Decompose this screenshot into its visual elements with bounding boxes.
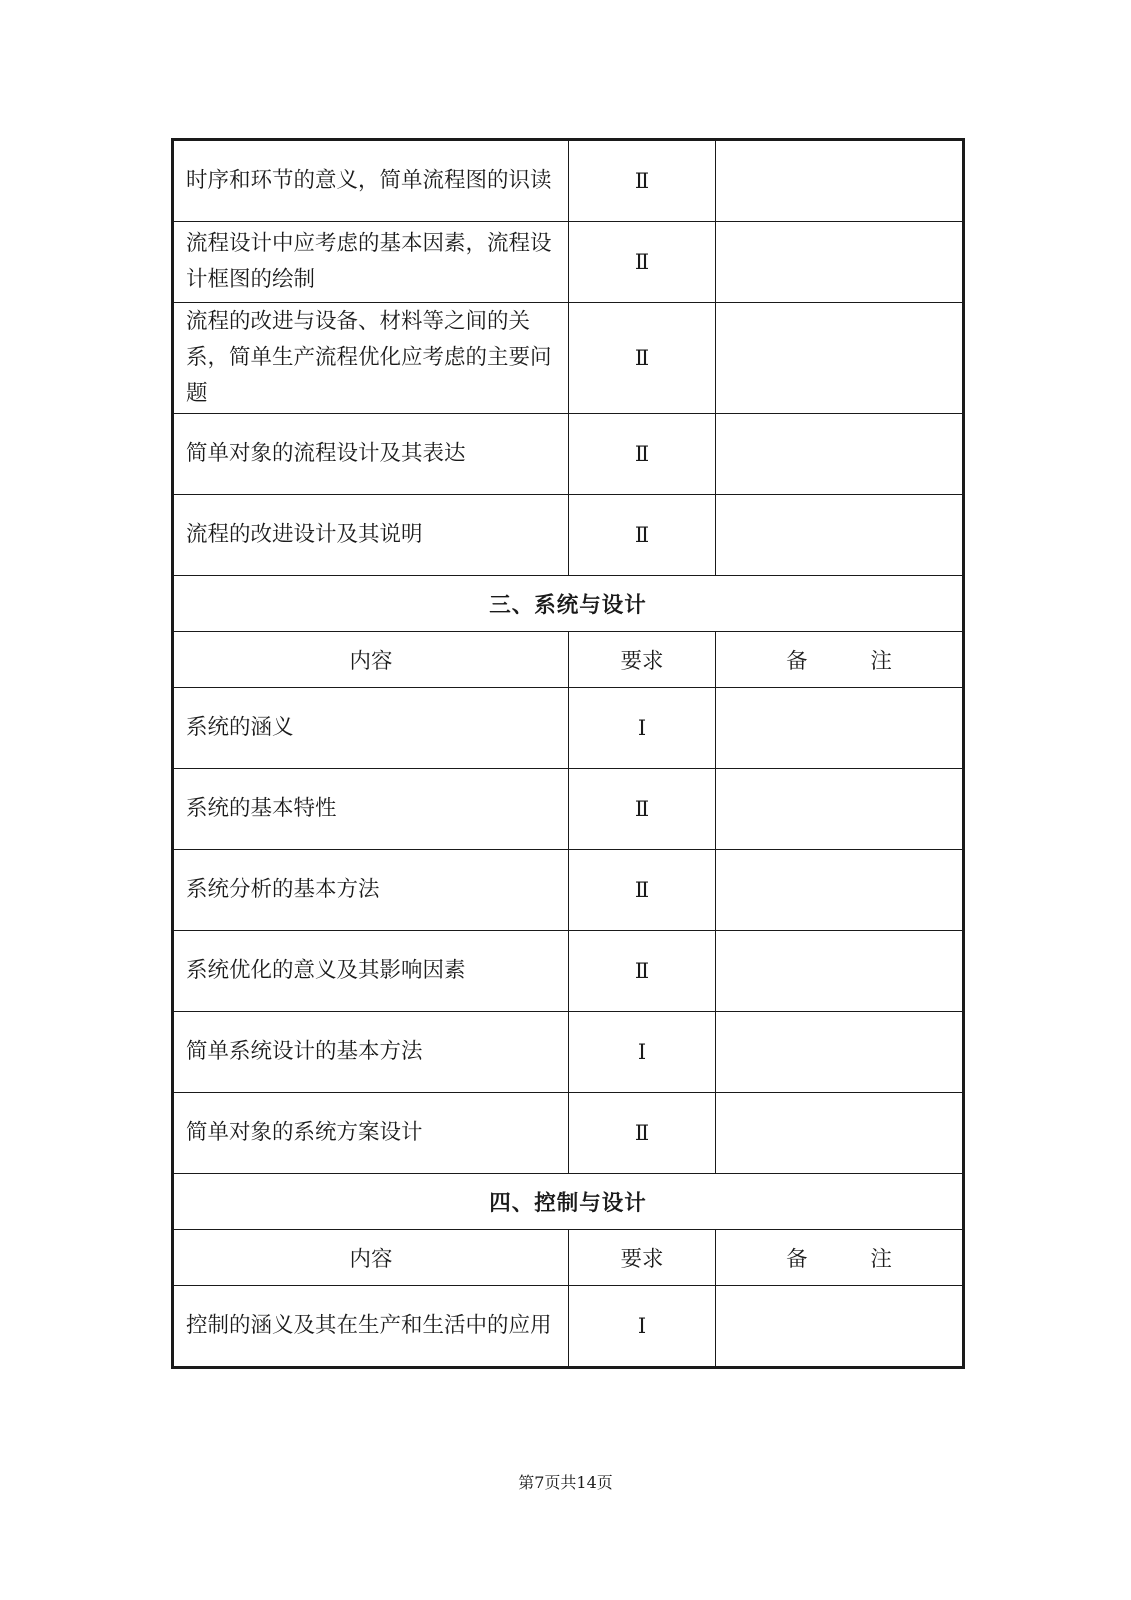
note-cell bbox=[716, 414, 964, 495]
table-row bbox=[173, 850, 964, 931]
header-note: 备 注 bbox=[716, 1230, 964, 1286]
note-cell bbox=[716, 1012, 964, 1093]
requirement-cell: Ⅱ bbox=[569, 1093, 716, 1174]
table-row bbox=[173, 222, 964, 303]
header-row bbox=[173, 632, 964, 688]
requirement-cell: Ⅱ bbox=[569, 414, 716, 495]
content-cell: 简单对象的流程设计及其表达 bbox=[173, 414, 569, 495]
content-cell: 简单系统设计的基本方法 bbox=[173, 1012, 569, 1093]
requirement-cell: Ⅱ bbox=[569, 303, 716, 414]
note-cell bbox=[716, 688, 964, 769]
note-cell bbox=[716, 1286, 964, 1368]
table-row bbox=[173, 303, 964, 414]
table-row bbox=[173, 688, 964, 769]
requirement-cell: Ⅱ bbox=[569, 769, 716, 850]
requirement-cell: Ⅱ bbox=[569, 931, 716, 1012]
content-cell: 流程的改进与设备、材料等之间的关系，简单生产流程优化应考虑的主要问题 bbox=[173, 303, 569, 414]
section-title: 四、控制与设计 bbox=[173, 1174, 964, 1230]
note-cell bbox=[716, 495, 964, 576]
requirement-cell: Ⅰ bbox=[569, 1286, 716, 1368]
content-cell: 简单对象的系统方案设计 bbox=[173, 1093, 569, 1174]
table-row bbox=[173, 769, 964, 850]
table-row bbox=[173, 1012, 964, 1093]
requirements-table bbox=[171, 138, 965, 1369]
header-requirement: 要求 bbox=[569, 1230, 716, 1286]
content-cell: 时序和环节的意义，简单流程图的识读 bbox=[173, 140, 569, 222]
note-cell bbox=[716, 1093, 964, 1174]
table-row bbox=[173, 140, 964, 222]
table-row bbox=[173, 414, 964, 495]
requirement-cell: Ⅱ bbox=[569, 495, 716, 576]
content-cell: 系统的基本特性 bbox=[173, 769, 569, 850]
content-cell: 系统的涵义 bbox=[173, 688, 569, 769]
requirement-cell: Ⅰ bbox=[569, 688, 716, 769]
note-cell bbox=[716, 222, 964, 303]
content-cell: 流程设计中应考虑的基本因素，流程设计框图的绘制 bbox=[173, 222, 569, 303]
table-row bbox=[173, 495, 964, 576]
note-cell bbox=[716, 931, 964, 1012]
header-note: 备 注 bbox=[716, 632, 964, 688]
content-cell: 控制的涵义及其在生产和生活中的应用 bbox=[173, 1286, 569, 1368]
header-content: 内容 bbox=[173, 1230, 569, 1286]
content-cell: 流程的改进设计及其说明 bbox=[173, 495, 569, 576]
content-cell: 系统分析的基本方法 bbox=[173, 850, 569, 931]
requirement-cell: Ⅱ bbox=[569, 222, 716, 303]
note-cell bbox=[716, 850, 964, 931]
requirement-cell: Ⅱ bbox=[569, 140, 716, 222]
requirement-cell: Ⅱ bbox=[569, 850, 716, 931]
note-cell bbox=[716, 769, 964, 850]
content-cell: 系统优化的意义及其影响因素 bbox=[173, 931, 569, 1012]
header-row bbox=[173, 1230, 964, 1286]
section-title: 三、系统与设计 bbox=[173, 576, 964, 632]
page-number-footer: 第7页共14页 bbox=[518, 1473, 613, 1492]
note-cell bbox=[716, 140, 964, 222]
header-content: 内容 bbox=[173, 632, 569, 688]
header-requirement: 要求 bbox=[569, 632, 716, 688]
section-title-row bbox=[173, 1174, 964, 1230]
table-row bbox=[173, 1286, 964, 1368]
table-row bbox=[173, 1093, 964, 1174]
requirement-cell: Ⅰ bbox=[569, 1012, 716, 1093]
note-cell bbox=[716, 303, 964, 414]
section-title-row bbox=[173, 576, 964, 632]
table-row bbox=[173, 931, 964, 1012]
